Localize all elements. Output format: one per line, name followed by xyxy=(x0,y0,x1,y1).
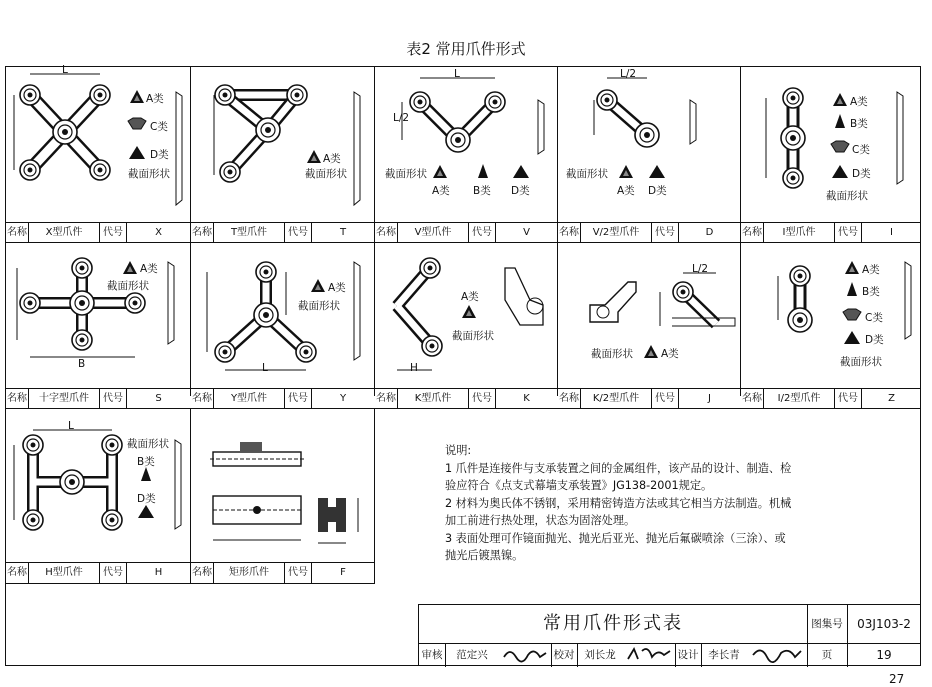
section-shape-label: 截面形状 xyxy=(128,168,170,180)
type-b-label: B类 xyxy=(473,185,491,197)
notes-line: 3 表面处理可作镜面抛光、抛光后亚光、抛光后氟碳喷涂（三涂）、或 xyxy=(445,531,786,545)
code-label: 代号 xyxy=(835,388,862,409)
type-c-label: C类 xyxy=(852,144,870,156)
type-b-label: B类 xyxy=(862,286,880,298)
item-name: T型爪件 xyxy=(214,222,285,243)
type-c-label: C类 xyxy=(865,312,883,324)
item-code: J xyxy=(708,393,711,404)
dim-b-label: B xyxy=(78,358,86,370)
item-name: K型爪件 xyxy=(398,388,469,409)
type-b-label: B类 xyxy=(137,456,155,468)
item-name: X型爪件 xyxy=(29,222,100,243)
code-label: 代号 xyxy=(100,388,127,409)
item-code: I xyxy=(890,227,893,238)
dim-l-label: L xyxy=(68,420,74,432)
item-name: 十字型爪件 xyxy=(29,388,100,409)
section-shape-label: 截面形状 xyxy=(826,190,868,202)
item-code: V xyxy=(523,227,530,238)
item-code: Z xyxy=(888,393,895,404)
section-shape-label: 截面形状 xyxy=(298,300,340,312)
type-a-label: A类 xyxy=(661,348,679,360)
dim-l-label: L xyxy=(262,362,268,374)
name-label: 名称 xyxy=(191,388,214,409)
i-claw-drawing xyxy=(766,88,903,188)
y-claw-drawing xyxy=(207,262,360,370)
t-claw-drawing xyxy=(214,85,360,205)
name-label: 名称 xyxy=(6,222,29,243)
code-label: 代号 xyxy=(285,562,312,583)
atlas-number: 03J103-2 xyxy=(847,605,921,644)
type-b-label: B类 xyxy=(850,118,868,130)
dim-l2-label: L/2 xyxy=(620,68,637,80)
notes-heading: 说明: xyxy=(445,444,472,457)
table-title: 表2 常用爪件形式 xyxy=(406,40,526,58)
checker-name: 刘长龙 xyxy=(584,649,616,661)
f-claw-drawing xyxy=(210,442,358,543)
type-a-label: A类 xyxy=(328,282,346,294)
atlas-label: 图集号 xyxy=(807,605,848,644)
notes-line: 1 爪件是连接件与支承装置之间的金属组件，该产品的设计、制造、检 xyxy=(445,461,792,475)
item-code: Y xyxy=(339,393,347,404)
code-label: 代号 xyxy=(469,222,496,243)
code-label: 代号 xyxy=(835,222,862,243)
code-label: 代号 xyxy=(652,222,679,243)
page-number: 27 xyxy=(889,672,905,686)
name-label: 名称 xyxy=(191,562,214,583)
code-label: 代号 xyxy=(652,388,679,409)
name-label: 名称 xyxy=(6,562,29,583)
type-a-label: A类 xyxy=(323,153,341,165)
notes-line: 抛光后镀黑镍。 xyxy=(445,549,524,562)
title-block xyxy=(418,604,921,666)
section-shape-label: 截面形状 xyxy=(127,438,169,450)
type-a-label: A类 xyxy=(146,93,164,105)
designer-signature xyxy=(747,643,808,667)
item-name: I/2型爪件 xyxy=(764,388,835,409)
item-name: V/2型爪件 xyxy=(581,222,652,243)
section-shape-label: 截面形状 xyxy=(591,348,633,360)
item-name: V型爪件 xyxy=(398,222,469,243)
dim-l-label: L xyxy=(454,68,460,80)
name-label: 名称 xyxy=(741,222,764,243)
item-code: X xyxy=(155,227,162,238)
type-d-label: D类 xyxy=(865,334,884,346)
name-label: 名称 xyxy=(558,388,581,409)
reviewer-name: 范定兴 xyxy=(456,649,488,661)
name-label: 名称 xyxy=(741,388,764,409)
type-a-label: A类 xyxy=(850,96,868,108)
item-code: T xyxy=(339,227,347,238)
section-shape-label: 截面形状 xyxy=(107,280,149,292)
dim-l2-label: L/2 xyxy=(393,112,410,124)
design-label: 设计 xyxy=(675,643,702,667)
code-label: 代号 xyxy=(100,562,127,583)
item-code: D xyxy=(705,227,714,238)
notes-block xyxy=(445,442,825,565)
item-name: Y型爪件 xyxy=(214,388,285,409)
name-label: 名称 xyxy=(191,222,214,243)
section-shape-label: 截面形状 xyxy=(566,168,608,180)
i2-claw-drawing xyxy=(778,261,911,344)
type-d-label: D类 xyxy=(137,493,156,505)
name-label: 名称 xyxy=(558,222,581,243)
section-shape-label: 截面形状 xyxy=(305,168,347,180)
notes-line: 2 材料为奥氏体不锈钢，采用精密铸造方法或其它相当方法制造。机械 xyxy=(445,496,792,510)
type-a-label: A类 xyxy=(461,291,479,303)
type-d-label: D类 xyxy=(511,185,530,197)
dim-h-label: H xyxy=(410,362,418,374)
section-shape-label: 截面形状 xyxy=(840,356,882,368)
type-a-label: A类 xyxy=(862,264,880,276)
item-code: F xyxy=(340,567,346,578)
section-shape-label: 截面形状 xyxy=(452,330,494,342)
type-c-label: C类 xyxy=(150,121,168,133)
review-label: 审核 xyxy=(419,643,446,667)
code-label: 代号 xyxy=(285,388,312,409)
check-label: 校对 xyxy=(551,643,578,667)
page-value: 19 xyxy=(876,648,892,662)
name-label: 名称 xyxy=(6,388,29,409)
dim-l2-label: L/2 xyxy=(692,263,709,275)
item-code: S xyxy=(155,393,162,404)
dim-l-label: L xyxy=(62,64,68,76)
code-label: 代号 xyxy=(100,222,127,243)
name-label: 名称 xyxy=(375,388,398,409)
item-name: K/2型爪件 xyxy=(581,388,652,409)
type-a-label: A类 xyxy=(432,185,450,197)
type-d-label: D类 xyxy=(648,185,667,197)
designer-name: 李长青 xyxy=(708,649,740,661)
reviewer-signature xyxy=(499,643,552,667)
type-a-label: A类 xyxy=(617,185,635,197)
v2-claw-drawing xyxy=(594,78,696,178)
item-name: I型爪件 xyxy=(764,222,835,243)
code-label: 代号 xyxy=(285,222,312,243)
k-claw-drawing xyxy=(397,258,543,370)
page-label: 页 xyxy=(807,643,848,667)
checker-signature xyxy=(623,643,676,667)
item-name: H型爪件 xyxy=(29,562,100,583)
name-label: 名称 xyxy=(375,222,398,243)
drawing-title: 常用爪件形式表 xyxy=(419,605,808,644)
code-label: 代号 xyxy=(469,388,496,409)
item-code: H xyxy=(154,567,163,578)
v-claw-drawing xyxy=(402,78,544,178)
notes-line: 验应符合《点支式幕墙支承装置》JG138-2001规定。 xyxy=(445,479,713,492)
item-code: K xyxy=(523,393,530,404)
type-a-label: A类 xyxy=(140,263,158,275)
item-name: 矩形爪件 xyxy=(214,562,285,583)
notes-line: 加工前进行热处理，状态为固溶处理。 xyxy=(445,514,636,527)
type-d-label: D类 xyxy=(852,168,871,180)
section-shape-label: 截面形状 xyxy=(385,168,427,180)
type-d-label: D类 xyxy=(150,149,169,161)
